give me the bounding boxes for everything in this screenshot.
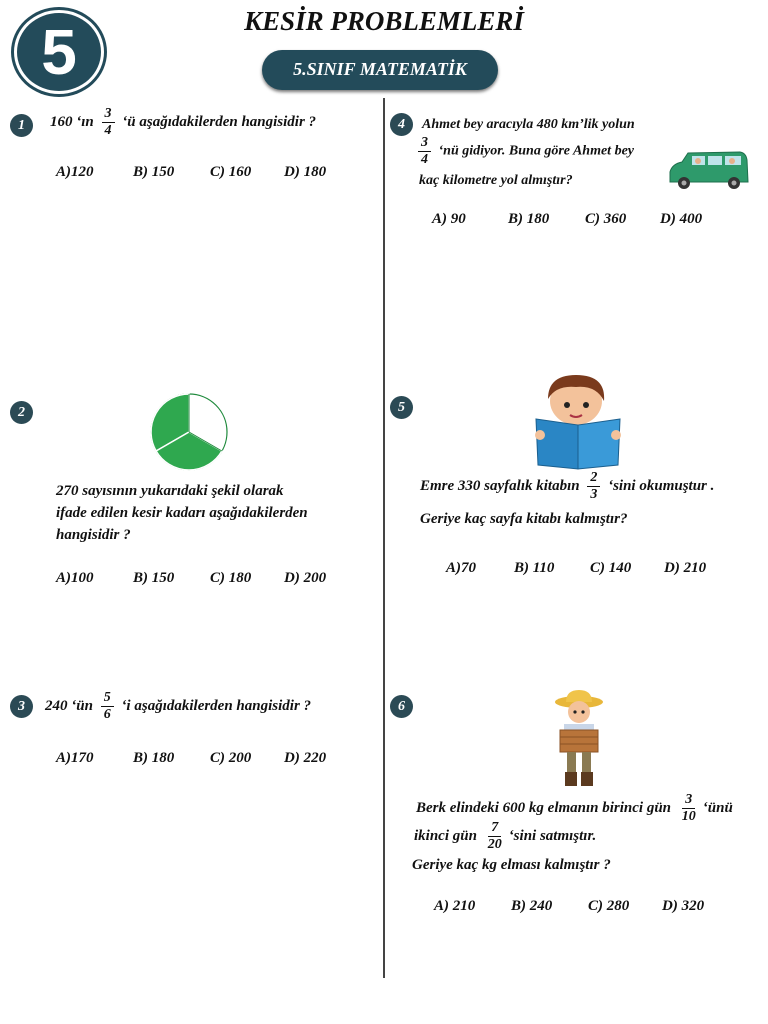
question-number-4: 4: [390, 113, 413, 136]
q5-denominator: 3: [590, 487, 598, 502]
q1-option-d[interactable]: D) 180: [284, 164, 327, 180]
q5-fraction: [587, 470, 600, 503]
q2-line-2: ifade edilen kesir kadarı aşağıdakilerden: [56, 505, 308, 521]
q1-option-b[interactable]: B) 150: [133, 164, 175, 180]
car-icon: [666, 148, 750, 192]
q4-line-1: Ahmet bey aracıyla 480 km’lik yolun: [422, 117, 635, 132]
q2-option-a[interactable]: A)100: [56, 570, 94, 586]
q6-line-1-suffix: ‘ünü: [702, 799, 733, 816]
q3-denominator: 6: [103, 707, 111, 722]
q3-fraction: [101, 690, 114, 723]
q6-line-2-suffix: ‘sini satmıştır.: [508, 827, 597, 844]
q3-numerator: 5: [101, 690, 114, 707]
question-number-6: 6: [390, 695, 413, 718]
farmer-boy-icon: [552, 690, 606, 788]
q2-line-1: 270 sayısının yukarıdaki şekil olarak: [56, 483, 284, 499]
q1-option-a[interactable]: A)120: [56, 164, 94, 180]
question-3-text: [45, 690, 311, 723]
q6-option-c[interactable]: C) 280: [588, 898, 630, 914]
column-divider: [383, 98, 385, 978]
q6-line-2-text: ikinci gün: [414, 827, 477, 844]
q1-post: ‘ü aşağıdakilerden hangisidir ?: [122, 113, 317, 130]
q4-line-2: [414, 135, 634, 168]
q2-line-3: hangisidir ?: [56, 527, 131, 543]
q2-option-b[interactable]: B) 150: [133, 570, 175, 586]
q1-denominator: 4: [104, 123, 112, 138]
q3-option-d[interactable]: D) 220: [284, 750, 327, 766]
q3-option-c[interactable]: C) 200: [210, 750, 252, 766]
q6-fraction-1: [679, 792, 699, 825]
question-number-1: 1: [10, 114, 33, 137]
q3-pre: 240 ‘ün: [45, 697, 93, 714]
q5-line-2: Geriye kaç sayfa kitabı kalmıştır?: [420, 511, 628, 527]
q4-option-a[interactable]: A) 90: [432, 211, 466, 227]
q6-f1-denominator: 10: [681, 809, 696, 824]
q6-line-1-text: Berk elindeki 600 kg elmanın birinci gün: [416, 799, 672, 816]
question-number-5: 5: [390, 396, 413, 419]
q4-line-2-text: ‘nü gidiyor. Buna göre Ahmet bey: [438, 143, 635, 159]
q1-pre: 160 ‘ın: [50, 113, 94, 130]
q3-post: ‘i aşağıdakilerden hangisidir ?: [121, 697, 312, 714]
q4-option-b[interactable]: B) 180: [508, 211, 550, 227]
q4-option-c[interactable]: C) 360: [585, 211, 627, 227]
q5-option-d[interactable]: D) 210: [664, 560, 707, 576]
pie-chart-icon: [146, 392, 232, 472]
q6-f2-denominator: 20: [487, 837, 502, 852]
q4-option-d[interactable]: D) 400: [660, 211, 703, 227]
subtitle-banner: 5.SINIF MATEMATİK: [262, 50, 498, 90]
q6-fraction-2: [485, 820, 505, 853]
question-1-text: [50, 106, 316, 139]
page-title: KESİR PROBLEMLERİ: [244, 6, 524, 36]
q1-fraction: [102, 106, 115, 139]
q5-pre: Emre 330 sayfalık kitabın: [420, 477, 580, 494]
q4-numerator: 3: [418, 135, 431, 152]
q5-numerator: 2: [587, 470, 600, 487]
q4-denominator: 4: [421, 152, 428, 167]
q3-option-a[interactable]: A)170: [56, 750, 94, 766]
q6-f1-numerator: 3: [682, 792, 695, 809]
q6-option-a[interactable]: A) 210: [434, 898, 476, 914]
q4-line-3: kaç kilometre yol almıştır?: [419, 173, 573, 188]
grade-badge: 5: [14, 10, 104, 94]
question-5-text: [420, 470, 714, 503]
q3-option-b[interactable]: B) 180: [133, 750, 175, 766]
boy-reading-book-icon: [532, 373, 624, 471]
q5-option-c[interactable]: C) 140: [590, 560, 632, 576]
question-number-2: 2: [10, 401, 33, 424]
q2-option-d[interactable]: D) 200: [284, 570, 327, 586]
q6-line-2: [414, 820, 596, 853]
q5-option-a[interactable]: A)70: [446, 560, 476, 576]
q1-option-c[interactable]: C) 160: [210, 164, 252, 180]
q6-option-b[interactable]: B) 240: [511, 898, 553, 914]
q2-option-c[interactable]: C) 180: [210, 570, 252, 586]
q6-option-d[interactable]: D) 320: [662, 898, 705, 914]
q5-post: ‘sini okumuştur .: [608, 477, 715, 494]
q4-fraction: [418, 135, 431, 168]
question-number-3: 3: [10, 695, 33, 718]
q5-option-b[interactable]: B) 110: [514, 560, 555, 576]
q6-line-3: Geriye kaç kg elması kalmıştır ?: [412, 857, 611, 873]
q1-numerator: 3: [102, 106, 115, 123]
q6-f2-numerator: 7: [488, 820, 501, 837]
